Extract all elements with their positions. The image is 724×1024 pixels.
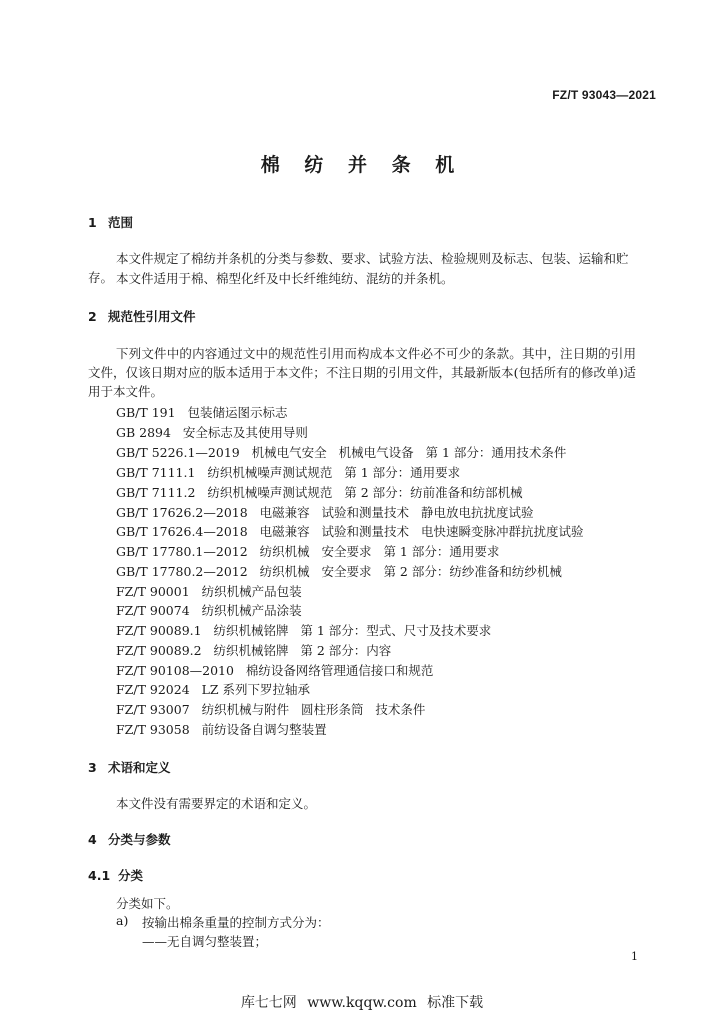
reference-item: FZ/T 93007 纺织机械与附件 圆柱形条筒 技术条件 xyxy=(116,702,426,717)
list-marker-a: a) xyxy=(116,913,129,928)
reference-item: FZ/T 90001 纺织机械产品包装 xyxy=(116,584,302,599)
section-3-title: 术语和定义 xyxy=(108,760,171,775)
section-4-title: 分类与参数 xyxy=(108,832,171,847)
section-3-heading xyxy=(88,758,171,776)
section-2-number: 2 xyxy=(88,309,97,324)
classification-intro: 分类如下。 xyxy=(116,896,179,911)
scope-paragraph-2: 本文件适用于棉、棉型化纤及中长纤维纯纺、混纺的并条机。 xyxy=(116,271,454,286)
section-2-title: 规范性引用文件 xyxy=(108,309,196,324)
reference-item: GB/T 17780.2—2012 纺织机械 安全要求 第 2 部分：纺纱准备和纺纱机械 xyxy=(116,564,562,579)
section-4-number: 4 xyxy=(88,832,97,847)
page-number: 1 xyxy=(631,950,638,963)
section-4-heading xyxy=(88,830,171,848)
subsection-4-1-number: 4.1 xyxy=(88,868,111,883)
reference-item: GB/T 7111.1 纺织机械噪声测试规范 第 1 部分：通用要求 xyxy=(116,465,461,480)
reference-item: GB/T 191 包装储运图示标志 xyxy=(116,405,288,420)
subsection-4-1-title: 分类 xyxy=(118,868,144,883)
section-1-number: 1 xyxy=(88,215,97,230)
reference-item: GB/T 17626.4—2018 电磁兼容 试验和测量技术 电快速瞬变脉冲群抗扰度试验 xyxy=(116,524,584,539)
list-item-a: 按输出棉条重量的控制方式分为： xyxy=(142,915,330,930)
reference-item: GB/T 7111.2 纺织机械噪声测试规范 第 2 部分：纺前准备和纺部机械 xyxy=(116,485,523,500)
section-3-number: 3 xyxy=(88,760,97,775)
reference-item: FZ/T 92024 LZ 系列下罗拉轴承 xyxy=(116,682,311,697)
reference-item: FZ/T 90089.2 纺织机械铭牌 第 2 部分：内容 xyxy=(116,643,392,658)
reference-item: FZ/T 90089.1 纺织机械铭牌 第 1 部分：型式、尺寸及技术要求 xyxy=(116,623,492,638)
reference-item: FZ/T 90074 纺织机械产品涂装 xyxy=(116,603,302,618)
watermark-footer: 库七七网 www.kqqw.com 标准下载 xyxy=(240,995,484,1011)
document-title: 棉 纺 并 条 机 xyxy=(260,154,464,176)
terms-paragraph: 本文件没有需要界定的术语和定义。 xyxy=(116,796,317,811)
reference-item: GB/T 5226.1—2019 机械电气安全 机械电气设备 第 1 部分：通用技术条件 xyxy=(116,445,567,460)
reference-item: GB/T 17780.1—2012 纺织机械 安全要求 第 1 部分：通用要求 xyxy=(116,544,500,559)
reference-item: FZ/T 90108—2010 棉纺设备网络管理通信接口和规范 xyxy=(116,663,434,678)
standard-code: FZ/T 93043—2021 xyxy=(552,88,656,102)
reference-item: GB/T 17626.2—2018 电磁兼容 试验和测量技术 静电放电抗扰度试验 xyxy=(116,505,534,520)
reference-item: FZ/T 93058 前纺设备自调匀整装置 xyxy=(116,722,327,737)
section-1-heading xyxy=(88,213,133,231)
subsection-4-1-heading xyxy=(88,866,143,884)
reference-item: GB 2894 安全标志及其使用导则 xyxy=(116,425,308,440)
references-intro: 下列文件中的内容通过文中的规范性引用而构成本文件必不可少的条款。其中，注日期的引用文件，仅该日期对应的版本适用于本文件；不注日期的引用文件，其最新版本(包括所有的修改单)适用于本文件。 xyxy=(88,346,636,399)
scope-paragraph-1: 本文件规定了棉纺并条机的分类与参数、要求、试验方法、检验规则及标志、包装、运输和贮存。 xyxy=(88,251,629,285)
section-2-heading xyxy=(88,307,196,325)
dash-list-item: ——无自调匀整装置； xyxy=(142,934,268,949)
section-1-title: 范围 xyxy=(108,215,134,230)
